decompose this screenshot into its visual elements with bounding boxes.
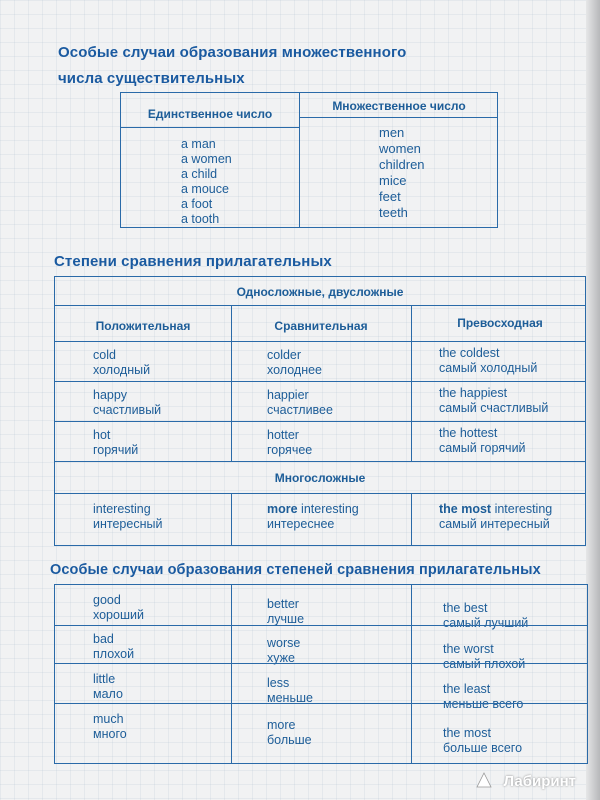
singular-item: a tooth [181, 212, 220, 226]
table-row: interesting интересный more interesting интереснее the most interesting самый интересный [55, 493, 585, 545]
singular-item: a foot [181, 197, 213, 211]
singular-list [181, 137, 232, 227]
table-row: happy счастливый happier счастливее the happiest самый счастливый [55, 381, 585, 421]
comparison-table [54, 276, 586, 546]
section1-title-line1: Особые случаи образования множественного [58, 44, 407, 61]
table-row: cold холодный colder холоднее the coldest самый холодный [55, 341, 585, 381]
plural-table [120, 92, 498, 228]
col-comparative-header: Сравнительная [274, 319, 368, 333]
plural-item: children [379, 157, 425, 172]
table-row: good хороший better лучше the best самый лучший [55, 585, 587, 625]
labirint-logo-icon [476, 772, 492, 788]
plural-list [379, 125, 425, 221]
col-plural-header: Множественное число [332, 99, 466, 113]
section1-title-line2: числа существительных [58, 70, 245, 87]
section3-title: Особые случаи образования степеней сравнения прилагательных [50, 562, 541, 578]
plural-item: men [379, 125, 405, 140]
table-row: much много more больше the most больше всего [55, 703, 587, 763]
col-superlative-header: Превосходная [457, 316, 543, 330]
singular-item: a mouce [181, 182, 229, 196]
table-row: hot горячий hotter горячее the hottest самый горячий [55, 421, 585, 461]
group2-header: Многосложные [274, 471, 366, 485]
plural-item: women [379, 141, 421, 156]
singular-item: a women [181, 152, 232, 166]
col-singular-header: Единственное число [147, 107, 273, 121]
singular-item: a man [181, 137, 216, 151]
plural-item: teeth [379, 205, 408, 220]
col-positive-header: Положительная [95, 319, 191, 333]
book-spine [586, 0, 600, 800]
singular-item: a child [181, 167, 218, 181]
plural-item: feet [379, 189, 401, 204]
watermark: Лабиринт [503, 773, 576, 790]
group1-header: Односложные, двусложные [236, 285, 404, 299]
table-row: bad плохой worse хуже the worst самый плохой [55, 625, 587, 663]
section2-title: Степени сравнения прилагательных [54, 253, 332, 270]
irregular-table [54, 584, 588, 764]
plural-item: mice [379, 173, 407, 188]
table-row: little мало less меньше the least меньше всего [55, 663, 587, 703]
